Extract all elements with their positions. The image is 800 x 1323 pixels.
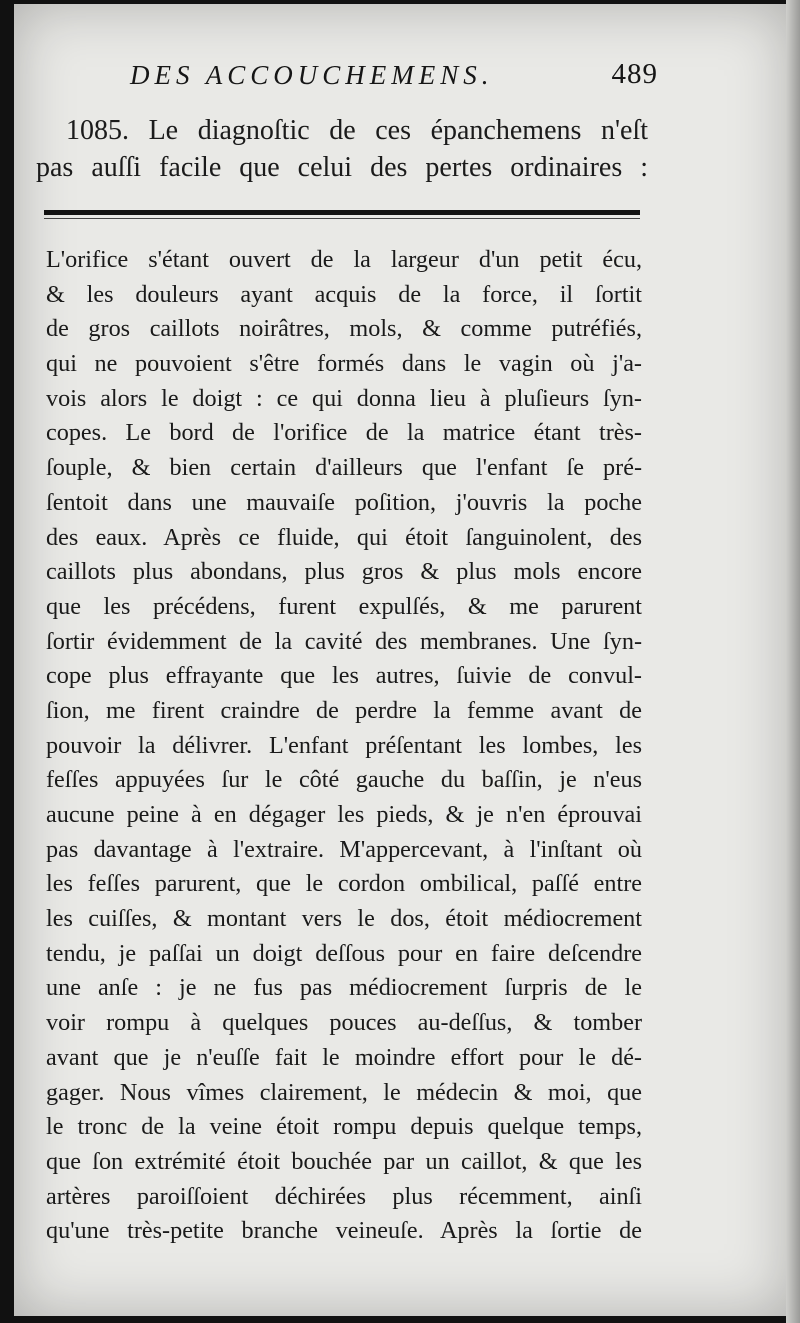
body-line: L'orifice s'étant ouvert de la largeur d'un petit écu, [46,246,642,273]
body-line: aucune peine à en dégager les pieds, & je n'en éprouvai [46,801,642,828]
running-head-title: DES ACCOUCHEMENS. [130,60,494,90]
body-line: & les douleurs ayant acquis de la force, il ſortit [46,280,642,308]
body-line: ſouple, & bien certain d'ailleurs que l'enfant ſe pré- [46,454,642,482]
body-line: pouvoir la délivrer. L'enfant préſentant les lombes, les [46,731,642,759]
intro-paragraph [36,112,648,186]
body-line: les cuiſſes, & montant vers le dos, étoit médiocrement [46,905,642,933]
body-line: de gros caillots noirâtres, mols, & comme putréfiés, [46,315,642,343]
body-line: ſion, me firent craindre de perdre la femme avant de [46,696,642,724]
body-line: que ſon extrémité étoit bouchée par un caillot, & que les [46,1147,642,1175]
body-line: feſſes appuyées ſur le côté gauche du baſſin, je n'eus [46,766,642,794]
body-line: qu'une très-petite branche veineuſe. Après la ſortie de [46,1217,642,1245]
running-head [118,60,658,100]
body-line: artères paroiſſoient déchirées plus récemment, ainſi [46,1182,642,1210]
body-line: ſortir évidemment de la cavité des membranes. Une ſyn- [46,627,642,655]
body-line: cope plus effrayante que les autres, ſuivie de convul- [46,662,642,690]
body-line: tendu, je paſſai un doigt deſſous pour en faire deſcendre [46,939,642,967]
body-line: le tronc de la veine étoit rompu depuis quelque temps, [46,1113,642,1141]
body-line: une anſe : je ne fus pas médiocrement ſurpris de le [46,974,642,1002]
body-line: vois alors le doigt : ce qui donna lieu à pluſieurs ſyn- [46,384,642,412]
body-line: caillots plus abondans, plus gros & plus mols encore [46,558,642,586]
section-rule [44,210,640,215]
intro-line: 1085. Le diagnoſtic de ces épanchemens n'eſt [66,115,648,146]
body-line: des eaux. Après ce fluide, qui étoit ſanguinolent, des [46,523,642,551]
body-line: voir rompu à quelques pouces au-deſſus, & tomber [46,1009,642,1037]
body-line: avant que je n'euſſe fait le moindre effort pour le dé- [46,1043,642,1071]
body-line: les feſſes parurent, que le cordon ombilical, paſſé entre [46,870,642,898]
intro-line: pas auſſi facile que celui des pertes ordinaires : [36,152,648,183]
section-rule-thin [44,218,640,219]
body-line: gager. Nous vîmes clairement, le médecin & moi, que [46,1078,642,1106]
body-line: copes. Le bord de l'orifice de la matrice étant très- [46,419,642,447]
page-edge [786,0,800,1323]
page-number: 489 [611,58,658,90]
body-line: qui ne pouvoient s'être formés dans le vagin où j'a- [46,350,642,378]
body-paragraph [46,243,642,1249]
body-line: pas davantage à l'extraire. M'appercevant, à l'inſtant où [46,835,642,863]
body-line: que les précédens, furent expulſés, & me parurent [46,592,642,620]
body-line: ſentoit dans une mauvaiſe poſition, j'ouvris la poche [46,488,642,516]
